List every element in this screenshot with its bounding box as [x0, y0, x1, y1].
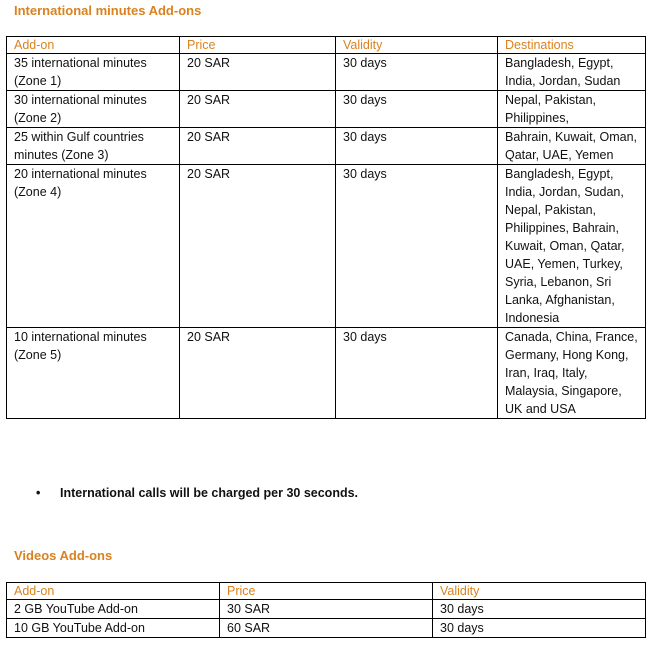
billing-note-text: International calls will be charged per 30 seconds.: [60, 486, 359, 500]
table-header-row: [7, 37, 646, 54]
validity-cell: 30 days: [433, 600, 646, 619]
table-row: [7, 328, 646, 419]
bullet-icon: •: [36, 486, 41, 500]
addon-cell: 2 GB YouTube Add-on: [7, 600, 220, 619]
col-header-validity: Validity: [433, 583, 646, 600]
table-row: [7, 600, 646, 619]
col-header-addon: Add-on: [7, 583, 220, 600]
videos-addons-heading: Videos Add-ons: [14, 548, 113, 563]
destinations-cell: Canada, China, France, Germany, Hong Kong, Iran, Iraq, Italy, Malaysia, Singapore, UK and USA: [498, 328, 646, 419]
price-cell: 30 SAR: [220, 600, 433, 619]
table-row: [7, 128, 646, 165]
table-header-row: [7, 583, 646, 600]
addon-cell: 10 international minutes (Zone 5): [7, 328, 180, 419]
addon-cell: 20 international minutes (Zone 4): [7, 165, 180, 328]
col-header-validity: Validity: [336, 37, 498, 54]
price-cell: 20 SAR: [180, 54, 336, 91]
validity-cell: 30 days: [336, 128, 498, 165]
validity-cell: 30 days: [336, 91, 498, 128]
addon-cell: 10 GB YouTube Add-on: [7, 619, 220, 638]
validity-cell: 30 days: [336, 54, 498, 91]
table-row: [7, 619, 646, 638]
price-cell: 20 SAR: [180, 328, 336, 419]
billing-note: [36, 486, 358, 500]
videos-addons-table: [6, 582, 646, 638]
col-header-addon: Add-on: [7, 37, 180, 54]
price-cell: 20 SAR: [180, 128, 336, 165]
price-cell: 60 SAR: [220, 619, 433, 638]
col-header-destinations: Destinations: [498, 37, 646, 54]
validity-cell: 30 days: [433, 619, 646, 638]
table-row: [7, 165, 646, 328]
col-header-price: Price: [180, 37, 336, 54]
validity-cell: 30 days: [336, 328, 498, 419]
destinations-cell: Nepal, Pakistan, Philippines,: [498, 91, 646, 128]
international-addons-table: [6, 36, 646, 419]
addon-cell: 25 within Gulf countries minutes (Zone 3): [7, 128, 180, 165]
international-addons-heading: International minutes Add-ons: [14, 3, 202, 18]
validity-cell: 30 days: [336, 165, 498, 328]
destinations-cell: Bahrain, Kuwait, Oman, Qatar, UAE, Yemen: [498, 128, 646, 165]
addon-cell: 35 international minutes (Zone 1): [7, 54, 180, 91]
price-cell: 20 SAR: [180, 165, 336, 328]
col-header-price: Price: [220, 583, 433, 600]
table-row: [7, 91, 646, 128]
table-row: [7, 54, 646, 91]
destinations-cell: Bangladesh, Egypt, India, Jordan, Sudan, Nepal, Pakistan, Philippines, Bahrain, Kuwait, Oman, Qatar, UAE, Yemen, Turkey, Syria, Lebanon, Sri Lanka, Afghanistan, Indonesia: [498, 165, 646, 328]
addon-cell: 30 international minutes (Zone 2): [7, 91, 180, 128]
price-cell: 20 SAR: [180, 91, 336, 128]
destinations-cell: Bangladesh, Egypt, India, Jordan, Sudan: [498, 54, 646, 91]
